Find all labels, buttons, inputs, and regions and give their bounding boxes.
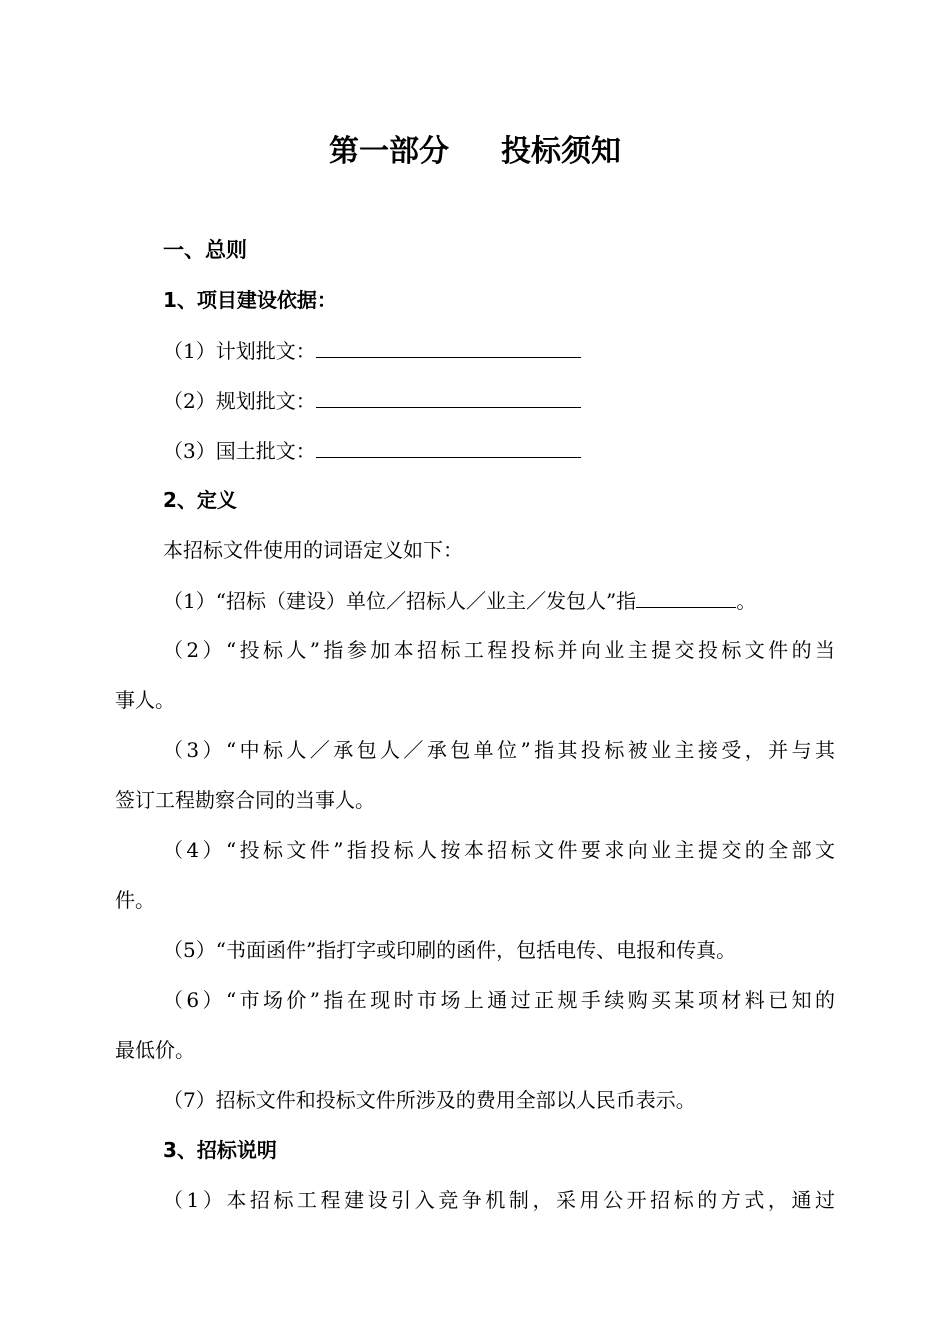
definition-4-line1: （4）“投标文件”指投标人按本招标文件要求向业主提交的全部文 [163,838,835,862]
subsection-heading-definitions: 2、定义 [163,488,237,512]
basis-label-plan: （1）计划批文： [163,339,316,363]
definition-1 [163,585,835,616]
tender-note-1-line1: （1）本招标工程建设引入竞争机制，采用公开招标的方式，通过 [163,1188,835,1212]
fill-blank-land [316,435,581,458]
definition-5: （5）“书面函件”指打字或印刷的函件，包括电传、电报和传真。 [163,938,737,962]
definitions-intro: 本招标文件使用的词语定义如下： [163,538,463,562]
basis-line-plan [163,335,835,366]
definition-4-line2: 件。 [115,888,155,912]
title-name: 投标须知 [501,134,621,169]
definition-6-line1: （6）“市场价”指在现时市场上通过正规手续购买某项材料已知的 [163,988,835,1012]
page-title [0,128,950,176]
fill-blank-tenderer [636,585,736,608]
fill-blank-planning [316,385,581,408]
definition-7: （7）招标文件和投标文件所涉及的费用全部以人民币表示。 [163,1088,696,1112]
basis-line-planning [163,385,835,416]
definition-1-end: 。 [736,589,757,613]
definition-6-line2: 最低价。 [115,1038,195,1062]
title-part: 第一部分 [329,134,449,169]
definition-1-text: （1）“招标（建设）单位／招标人／业主／发包人”指 [163,589,637,613]
subsection-heading-tender-notes: 3、招标说明 [163,1138,277,1162]
basis-label-land: （3）国土批文： [163,439,316,463]
definition-3-line2: 签订工程勘察合同的当事人。 [115,788,375,812]
subsection-heading-basis: 1、项目建设依据： [163,288,337,312]
basis-line-land [163,435,835,466]
definition-2-line2: 事人。 [115,688,175,712]
definition-2-line1: （2）“投标人”指参加本招标工程投标并向业主提交投标文件的当 [163,638,835,662]
basis-label-planning: （2）规划批文： [163,389,316,413]
section-heading-general: 一、总则 [163,238,247,262]
fill-blank-plan [316,335,581,358]
definition-3-line1: （3）“中标人／承包人／承包单位”指其投标被业主接受，并与其 [163,738,835,762]
